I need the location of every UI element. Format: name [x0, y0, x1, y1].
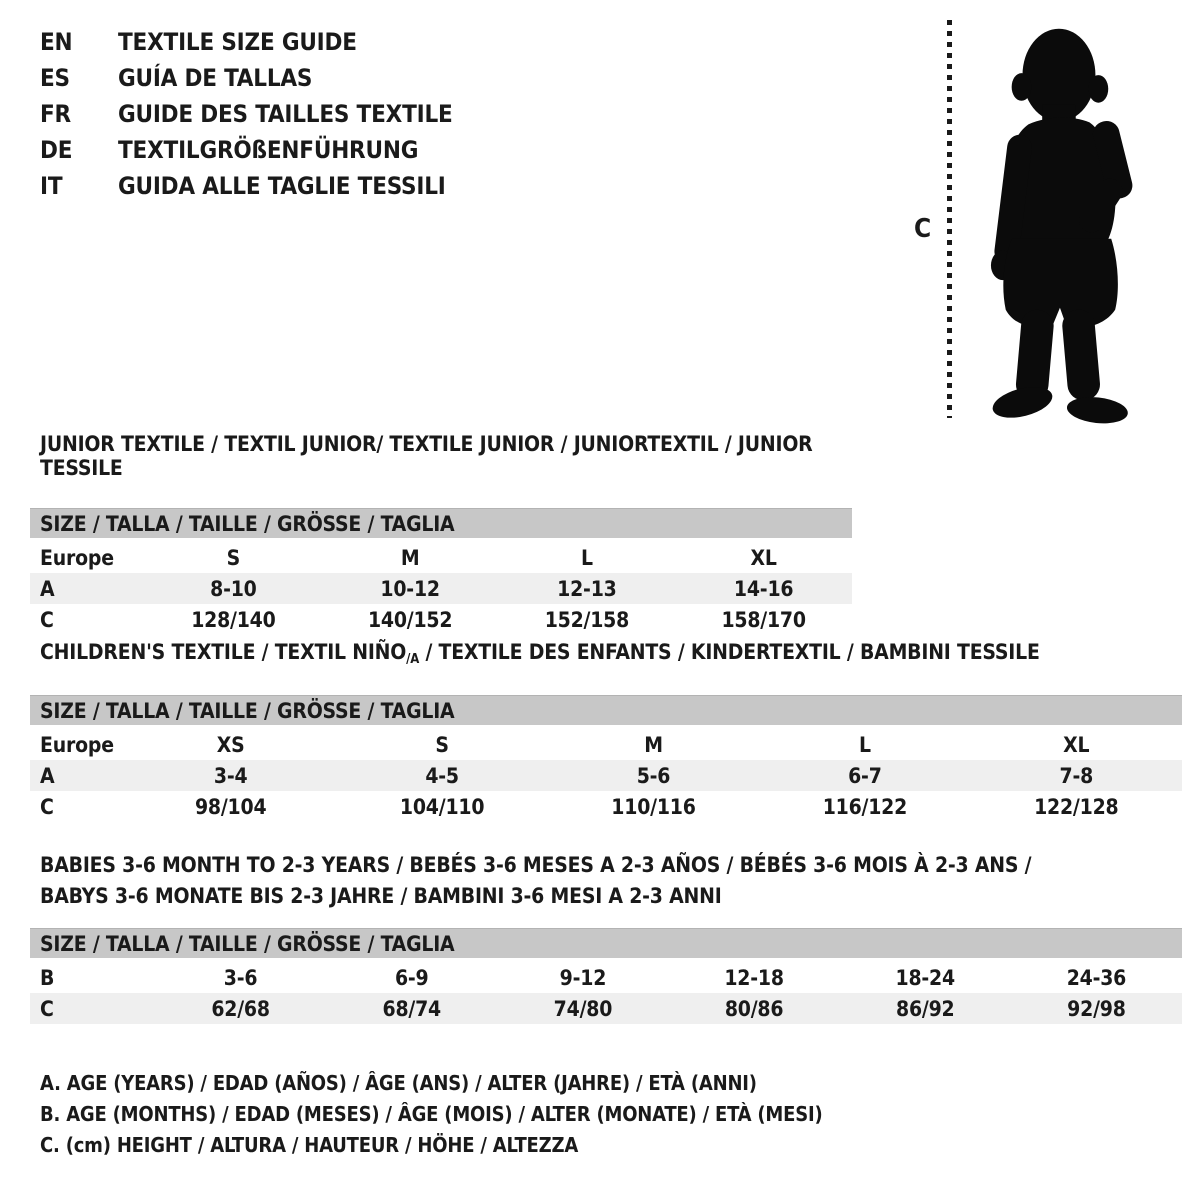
row-label: C: [40, 794, 54, 819]
table-cell: 3-6: [223, 965, 258, 990]
table-header-band: SIZE / TALLA / TAILLE / GRÖSSE / TAGLIA: [30, 928, 1182, 958]
table-header-band: SIZE / TALLA / TAILLE / GRÖSSE / TAGLIA: [30, 695, 1182, 725]
table-cell: 110/116: [611, 794, 696, 819]
table-cell: 14-16: [733, 576, 794, 601]
table-cell: 86/92: [896, 996, 955, 1021]
heading-text: / TEXTILE DES ENFANTS / KINDERTEXTIL / BAMBINI TESSILE: [419, 640, 1040, 664]
table-cell: 7-8: [1059, 763, 1094, 788]
table-row: [30, 573, 852, 604]
table-cell: 62/68: [211, 996, 270, 1021]
measurement-legend: [40, 1068, 823, 1161]
section-childrens-textile: [30, 640, 1182, 822]
table-cell: 10-12: [380, 576, 440, 601]
section-babies-textile: [30, 850, 1182, 1024]
section-junior-textile: [30, 432, 852, 635]
language-code: EN: [40, 28, 73, 56]
height-measure-label: C: [914, 214, 931, 244]
heading-text: CHILDREN'S TEXTILE / TEXTIL NIÑO: [40, 640, 407, 664]
babies-size-table: [30, 928, 1182, 1024]
table-cell: 116/122: [822, 794, 908, 819]
legend-line-a: A. AGE (YEARS) / EDAD (AÑOS) / ÂGE (ANS) / ALTER (JAHRE) / ETÀ (ANNI): [40, 1071, 757, 1095]
language-code: DE: [40, 136, 73, 164]
table-cell: 152/158: [544, 607, 630, 632]
language-row: [40, 24, 453, 60]
table-row: [30, 760, 1182, 791]
table-cell: 6-9: [394, 965, 429, 990]
babies-section-heading-line1: BABIES 3-6 MONTH TO 2-3 YEARS / BEBÉS 3-6 MESES A 2-3 AÑOS / BÉBÉS 3-6 MOIS À 2-3 ANS /: [40, 853, 1032, 877]
language-row: [40, 60, 453, 96]
language-title-list: [40, 24, 453, 204]
junior-section-heading: JUNIOR TEXTILE / TEXTIL JUNIOR/ TEXTILE JUNIOR / JUNIORTEXTIL / JUNIOR TESSILE: [40, 432, 813, 480]
legend-line-c: C. (cm) HEIGHT / ALTURA / HAUTEUR / HÖHE / ALTEZZA: [40, 1133, 579, 1157]
table-cell: 158/170: [721, 607, 806, 632]
table-cell: XL: [1063, 732, 1090, 757]
table-cell: 104/110: [399, 794, 485, 819]
junior-size-table: [30, 508, 852, 635]
row-label: A: [40, 763, 55, 788]
row-label: B: [40, 965, 55, 990]
table-cell: 18-24: [895, 965, 955, 990]
table-cell: L: [858, 732, 871, 757]
table-cell: S: [226, 545, 241, 570]
table-row: [30, 791, 1182, 822]
height-dashed-line: [947, 20, 952, 418]
table-cell: XS: [216, 732, 245, 757]
row-label: A: [40, 576, 55, 601]
language-title: TEXTILGRÖßENFÜHRUNG: [118, 136, 419, 164]
table-cell: L: [580, 545, 593, 570]
toddler-silhouette-icon: [963, 14, 1149, 428]
table-cell: 140/152: [367, 607, 453, 632]
table-row: [30, 993, 1182, 1024]
table-cell: 5-6: [636, 763, 671, 788]
table-cell: 68/74: [382, 996, 441, 1021]
table-cell: 3-4: [213, 763, 248, 788]
language-code: FR: [40, 100, 71, 128]
row-label: Europe: [40, 732, 114, 757]
table-cell: 98/104: [194, 794, 267, 819]
table-cell: M: [400, 545, 420, 570]
row-label: Europe: [40, 545, 114, 570]
table-cell: 4-5: [425, 763, 459, 788]
table-row: [30, 729, 1182, 760]
table-cell: 12-18: [724, 965, 784, 990]
table-cell: 12-13: [557, 576, 617, 601]
table-header-band: SIZE / TALLA / TAILLE / GRÖSSE / TAGLIA: [30, 508, 852, 538]
language-title: GUÍA DE TALLAS: [118, 64, 313, 92]
table-cell: 92/98: [1067, 996, 1126, 1021]
babies-section-heading-line2: BABYS 3-6 MONATE BIS 2-3 JAHRE / BAMBINI 3-6 MESI A 2-3 ANNI: [40, 884, 722, 908]
language-code: IT: [40, 172, 63, 200]
height-measure-figure: [890, 10, 1180, 430]
table-cell: XL: [750, 545, 777, 570]
table-row: [30, 962, 1182, 993]
table-cell: S: [435, 732, 449, 757]
table-cell: 8-10: [210, 576, 257, 601]
table-row: [30, 542, 852, 573]
language-row: [40, 96, 453, 132]
language-title: TEXTILE SIZE GUIDE: [118, 28, 357, 56]
table-cell: 80/86: [724, 996, 784, 1021]
table-cell: M: [644, 732, 663, 757]
table-cell: 6-7: [848, 763, 882, 788]
language-row: [40, 168, 453, 204]
row-label: C: [40, 607, 54, 632]
table-cell: 24-36: [1066, 965, 1127, 990]
table-cell: 122/128: [1034, 794, 1119, 819]
table-cell: 128/140: [191, 607, 276, 632]
heading-subscript: /A: [406, 652, 420, 667]
language-row: [40, 132, 453, 168]
language-title: GUIDA ALLE TAGLIE TESSILI: [118, 172, 446, 200]
language-code: ES: [40, 64, 70, 92]
children-size-table: [30, 695, 1182, 822]
table-cell: 9-12: [559, 965, 607, 990]
children-section-heading: [40, 640, 1182, 667]
legend-line-b: B. AGE (MONTHS) / EDAD (MESES) / ÂGE (MOIS) / ALTER (MONATE) / ETÀ (MESI): [40, 1102, 823, 1126]
row-label: C: [40, 996, 54, 1021]
language-title: GUIDE DES TAILLES TEXTILE: [118, 100, 453, 128]
table-cell: 74/80: [553, 996, 613, 1021]
table-row: [30, 604, 852, 635]
